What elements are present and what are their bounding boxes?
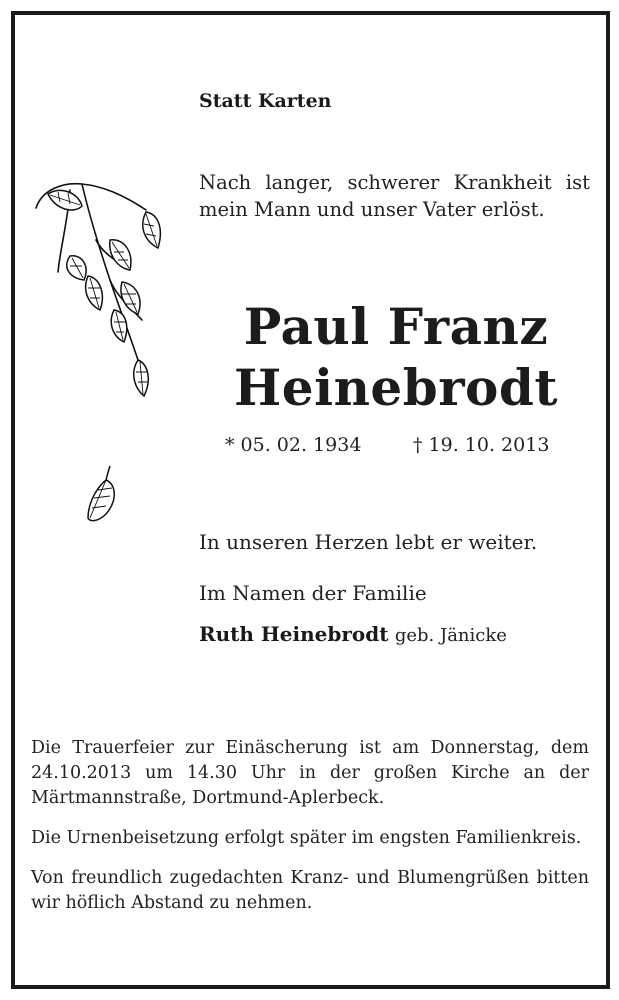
signer: [199, 622, 507, 646]
signer-name: Ruth Heinebrodt: [199, 622, 389, 646]
deceased-first-names: Paul Franz: [243, 297, 549, 356]
notice-heading: Statt Karten: [199, 90, 332, 112]
signer-maiden-name: geb. Jänicke: [394, 625, 507, 646]
deceased-surname: Heinebrodt: [234, 358, 558, 417]
flowers-text: Von freundlich zugedachten Kranz- und Blumengrüßen bitten wir höflich Abstand zu nehmen.: [31, 868, 589, 913]
birth-date: * 05. 02. 1934: [225, 434, 362, 456]
urn-text: Die Urnenbeisetzung erfolgt später im engsten Familienkreis.: [31, 828, 582, 848]
falling-leaf-icon: [82, 462, 122, 526]
memorial-line: In unseren Herzen lebt er weiter.: [199, 530, 538, 554]
intro-text: Nach langer, schwerer Krankheit ist mein Mann und unser Vater erlöst.: [199, 171, 590, 221]
deceased-name: [226, 296, 566, 418]
ceremony-text: Die Trauerfeier zur Einäscherung ist am Donnerstag, dem 24.10.2013 um 14.30 Uhr in der großen Kirche an der Märtmannstraße, Dortmund-Aplerbeck.: [31, 738, 589, 808]
birch-branch-icon: [30, 170, 170, 405]
death-date: † 19. 10. 2013: [413, 434, 550, 456]
family-line: Im Namen der Familie: [199, 581, 427, 605]
